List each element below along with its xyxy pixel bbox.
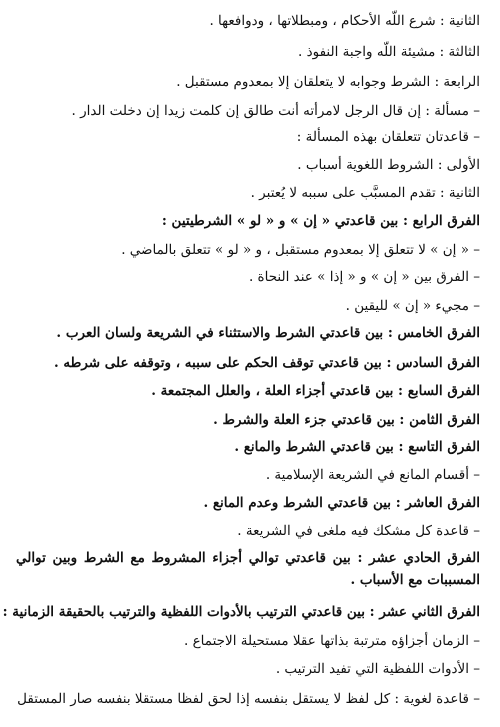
heading-line-7: الفرق العاشر : بين قاعدتي الشرط وعدم المانع . [203, 495, 480, 511]
heading-line-4: الفرق السابع : بين قاعدتي أجزاء العلة ، والعلل المجتمعة . [151, 383, 480, 399]
text-line-9: – الفرق بين « إن » و « إذا » عند النحاة . [248, 269, 480, 285]
text-line-13: – الزمان أجزاؤه مترتبة بذاتها عقلا مستحيلة الاجتماع . [184, 633, 480, 649]
text-line-10: – مجيء « إن » لليقين . [345, 298, 480, 314]
heading-line-2: الفرق الخامس : بين قاعدتي الشرط والاستثناء في الشريعة ولسان العرب . [56, 325, 480, 341]
heading-line-5: الفرق الثامن : بين قاعدتي جزء العلة والشرط . [213, 412, 480, 428]
heading-line-6: الفرق التاسع : بين قاعدتي الشرط والمانع . [234, 439, 480, 455]
heading-line-3: الفرق السادس : بين قاعدتي توقف الحكم على سببه ، وتوقفه على شرطه . [53, 355, 480, 371]
heading-line-1: الفرق الرابع : بين قاعدتي « إن » و « لو » الشرطيتين : [161, 213, 480, 229]
text-line-14: – الأدوات اللفظية التي تفيد الترتيب . [275, 661, 480, 677]
text-line-7: الثانية : تقدم المسبَّب على سببه لا يُعتبر . [250, 185, 480, 201]
text-line-5: – قاعدتان تتعلقان بهذه المسألة : [296, 129, 480, 145]
text-line-3: الرابعة : الشرط وجوابه لا يتعلقان إلا بمعدوم مستقبل . [176, 74, 480, 90]
text-line-6: الأولى : الشروط اللغوية أسباب . [297, 157, 480, 173]
heading-line-9: الفرق الثاني عشر : بين قاعدتي الترتيب بالأدوات اللفظية والترتيب بالحقيقة الزمانية : [2, 604, 480, 620]
text-line-1: الثانية : شرع اللّه الأحكام ، ومبطلاتها ، ودوافعها . [209, 13, 480, 29]
text-line-8: – « إن » لا تتعلق إلا بمعدوم مستقبل ، و « لو » تتعلق بالماضي . [121, 242, 480, 258]
heading-line-8: الفرق الحادي عشر : بين قاعدتي توالي أجزاء المشروط مع الشرط وبين توالي المسببات مع الأسباب . [16, 550, 480, 588]
text-line-15: – قاعدة لغوية : كل لفظ لا يستقل بنفسه إذا لحق لفظا مستقلا بنفسه صار المستقل [17, 691, 480, 707]
text-line-2: الثالثة : مشيئة اللّه واجبة النفوذ . [298, 44, 480, 60]
text-line-12: – قاعدة كل مشكك فيه ملغى في الشريعة . [237, 523, 480, 539]
text-line-4: – مسألة : إن قال الرجل لامرأته أنت طالق إن كلمت زيدا إن دخلت الدار . [71, 103, 480, 119]
text-line-11: – أقسام المانع في الشريعة الإسلامية . [265, 467, 480, 483]
